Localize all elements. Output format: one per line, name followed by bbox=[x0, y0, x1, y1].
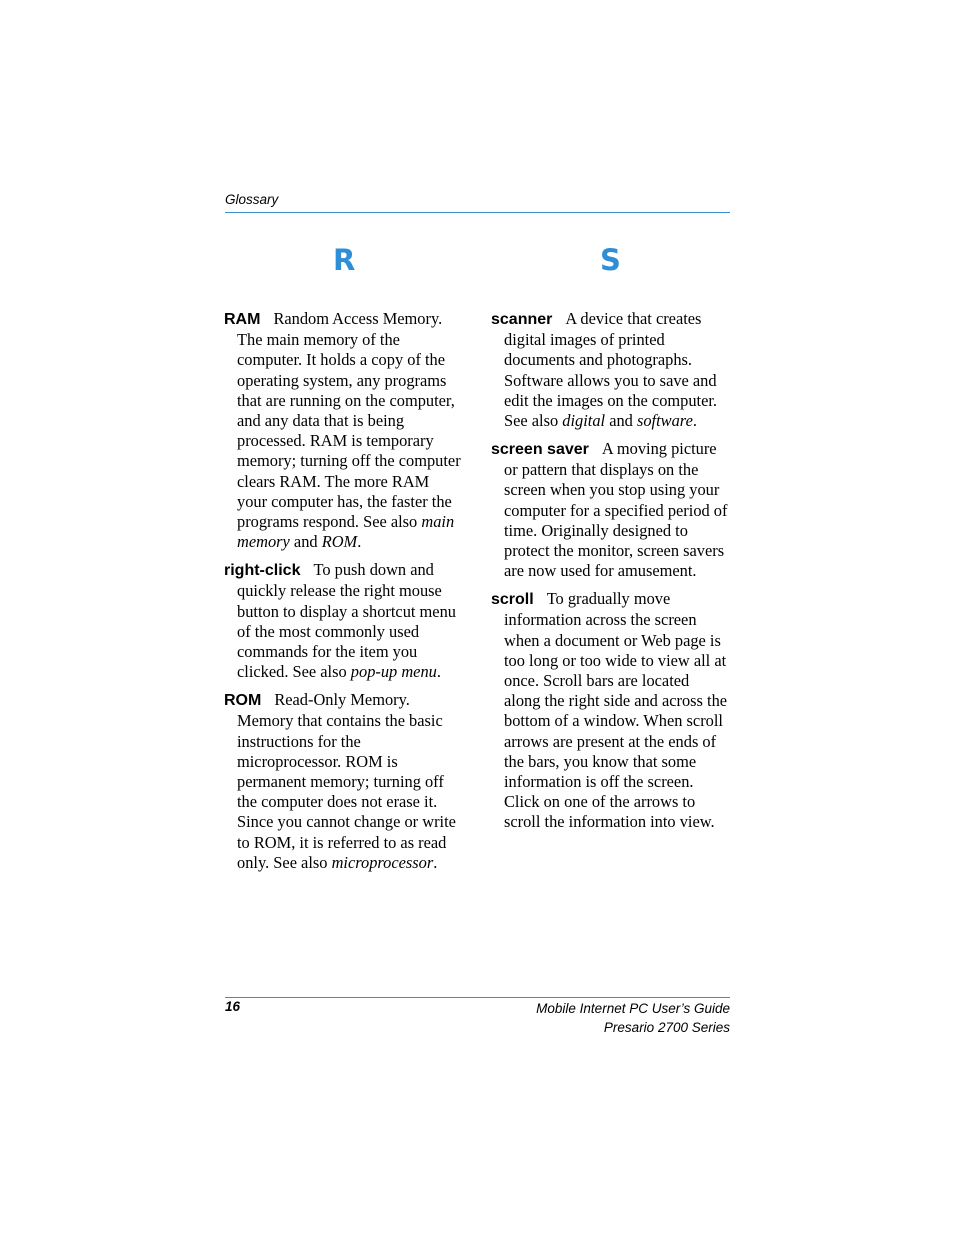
term: right-click bbox=[224, 562, 301, 580]
cross-reference: ROM bbox=[321, 532, 358, 552]
glossary-entry-rom bbox=[224, 690, 461, 873]
definition: Random Access Memory. The main memory of the computer. It holds a copy of the operating system, any programs that are running on the computer, and any data that is being processed. RAM is temporary memory; turning off the computer clears RAM. The more RAM your computer has, the faster the programs respond. See also bbox=[237, 309, 461, 532]
definition: Read-Only Memory. Memory that contains the basic instructions for the microprocessor. ROM is permanent memory; turning off the computer does not erase it. Since you cannot change or write to ROM, it is referred to as read only. bbox=[237, 690, 456, 872]
column-s bbox=[491, 309, 728, 840]
definition: A device that creates digital images of printed documents and photographs. Software allows you to save and edit the images on the computer. See also bbox=[504, 309, 718, 431]
end-punct: . bbox=[433, 852, 438, 872]
definition: To gradually move information across the screen when a document or Web page is too long or too wide to view all at once. Scroll bars are located along the right side and across the bottom of a window. When scroll arrows are present at the ends of the bars, you know that some information is off the screen. Click on one of the arrows to scroll the information into view. bbox=[504, 589, 728, 832]
see-also: See also bbox=[273, 852, 328, 872]
cross-reference: microprocessor bbox=[331, 852, 434, 872]
header-rule bbox=[225, 212, 730, 213]
glossary-entry-scanner bbox=[491, 309, 728, 431]
section-letter-s: S bbox=[600, 243, 621, 277]
page-number: 16 bbox=[225, 999, 241, 1014]
footer-title bbox=[536, 999, 730, 1037]
cross-reference: main memory bbox=[237, 512, 455, 552]
term: screen saver bbox=[491, 441, 589, 459]
term: scanner bbox=[491, 311, 553, 328]
footer-rule bbox=[225, 997, 730, 998]
end-punct: . bbox=[357, 532, 362, 552]
cross-reference: software bbox=[636, 411, 693, 431]
cross-reference: pop-up menu bbox=[350, 662, 437, 682]
glossary-entry-screen-saver bbox=[491, 439, 728, 581]
column-r bbox=[224, 309, 461, 881]
definition: A moving picture or pattern that displays on the screen when you stop using your computer for a specified period of time. Originally designed to protect the monitor, screen savers are now used for amusement. bbox=[504, 439, 728, 581]
cross-reference: digital bbox=[562, 411, 606, 431]
glossary-entry-right-click bbox=[224, 560, 461, 682]
definition: To push down and quickly release the right mouse button to display a shortcut menu of the most commonly used commands for the item you clicked. See also bbox=[237, 560, 456, 682]
end-punct: . bbox=[692, 411, 697, 431]
end-punct: . bbox=[436, 662, 441, 682]
footer-title-line-2: Presario 2700 Series bbox=[603, 1020, 730, 1035]
term: scroll bbox=[491, 591, 534, 609]
footer-title-line-1: Mobile Internet PC User’s Guide bbox=[536, 1001, 730, 1016]
glossary-entry-scroll bbox=[491, 589, 728, 832]
section-letter-r: R bbox=[333, 243, 356, 277]
term: ROM bbox=[224, 692, 262, 710]
joiner: and bbox=[293, 532, 318, 552]
running-head: Glossary bbox=[225, 192, 279, 207]
term: RAM bbox=[224, 311, 261, 328]
joiner: and bbox=[609, 411, 633, 431]
glossary-entry-ram bbox=[224, 309, 461, 552]
